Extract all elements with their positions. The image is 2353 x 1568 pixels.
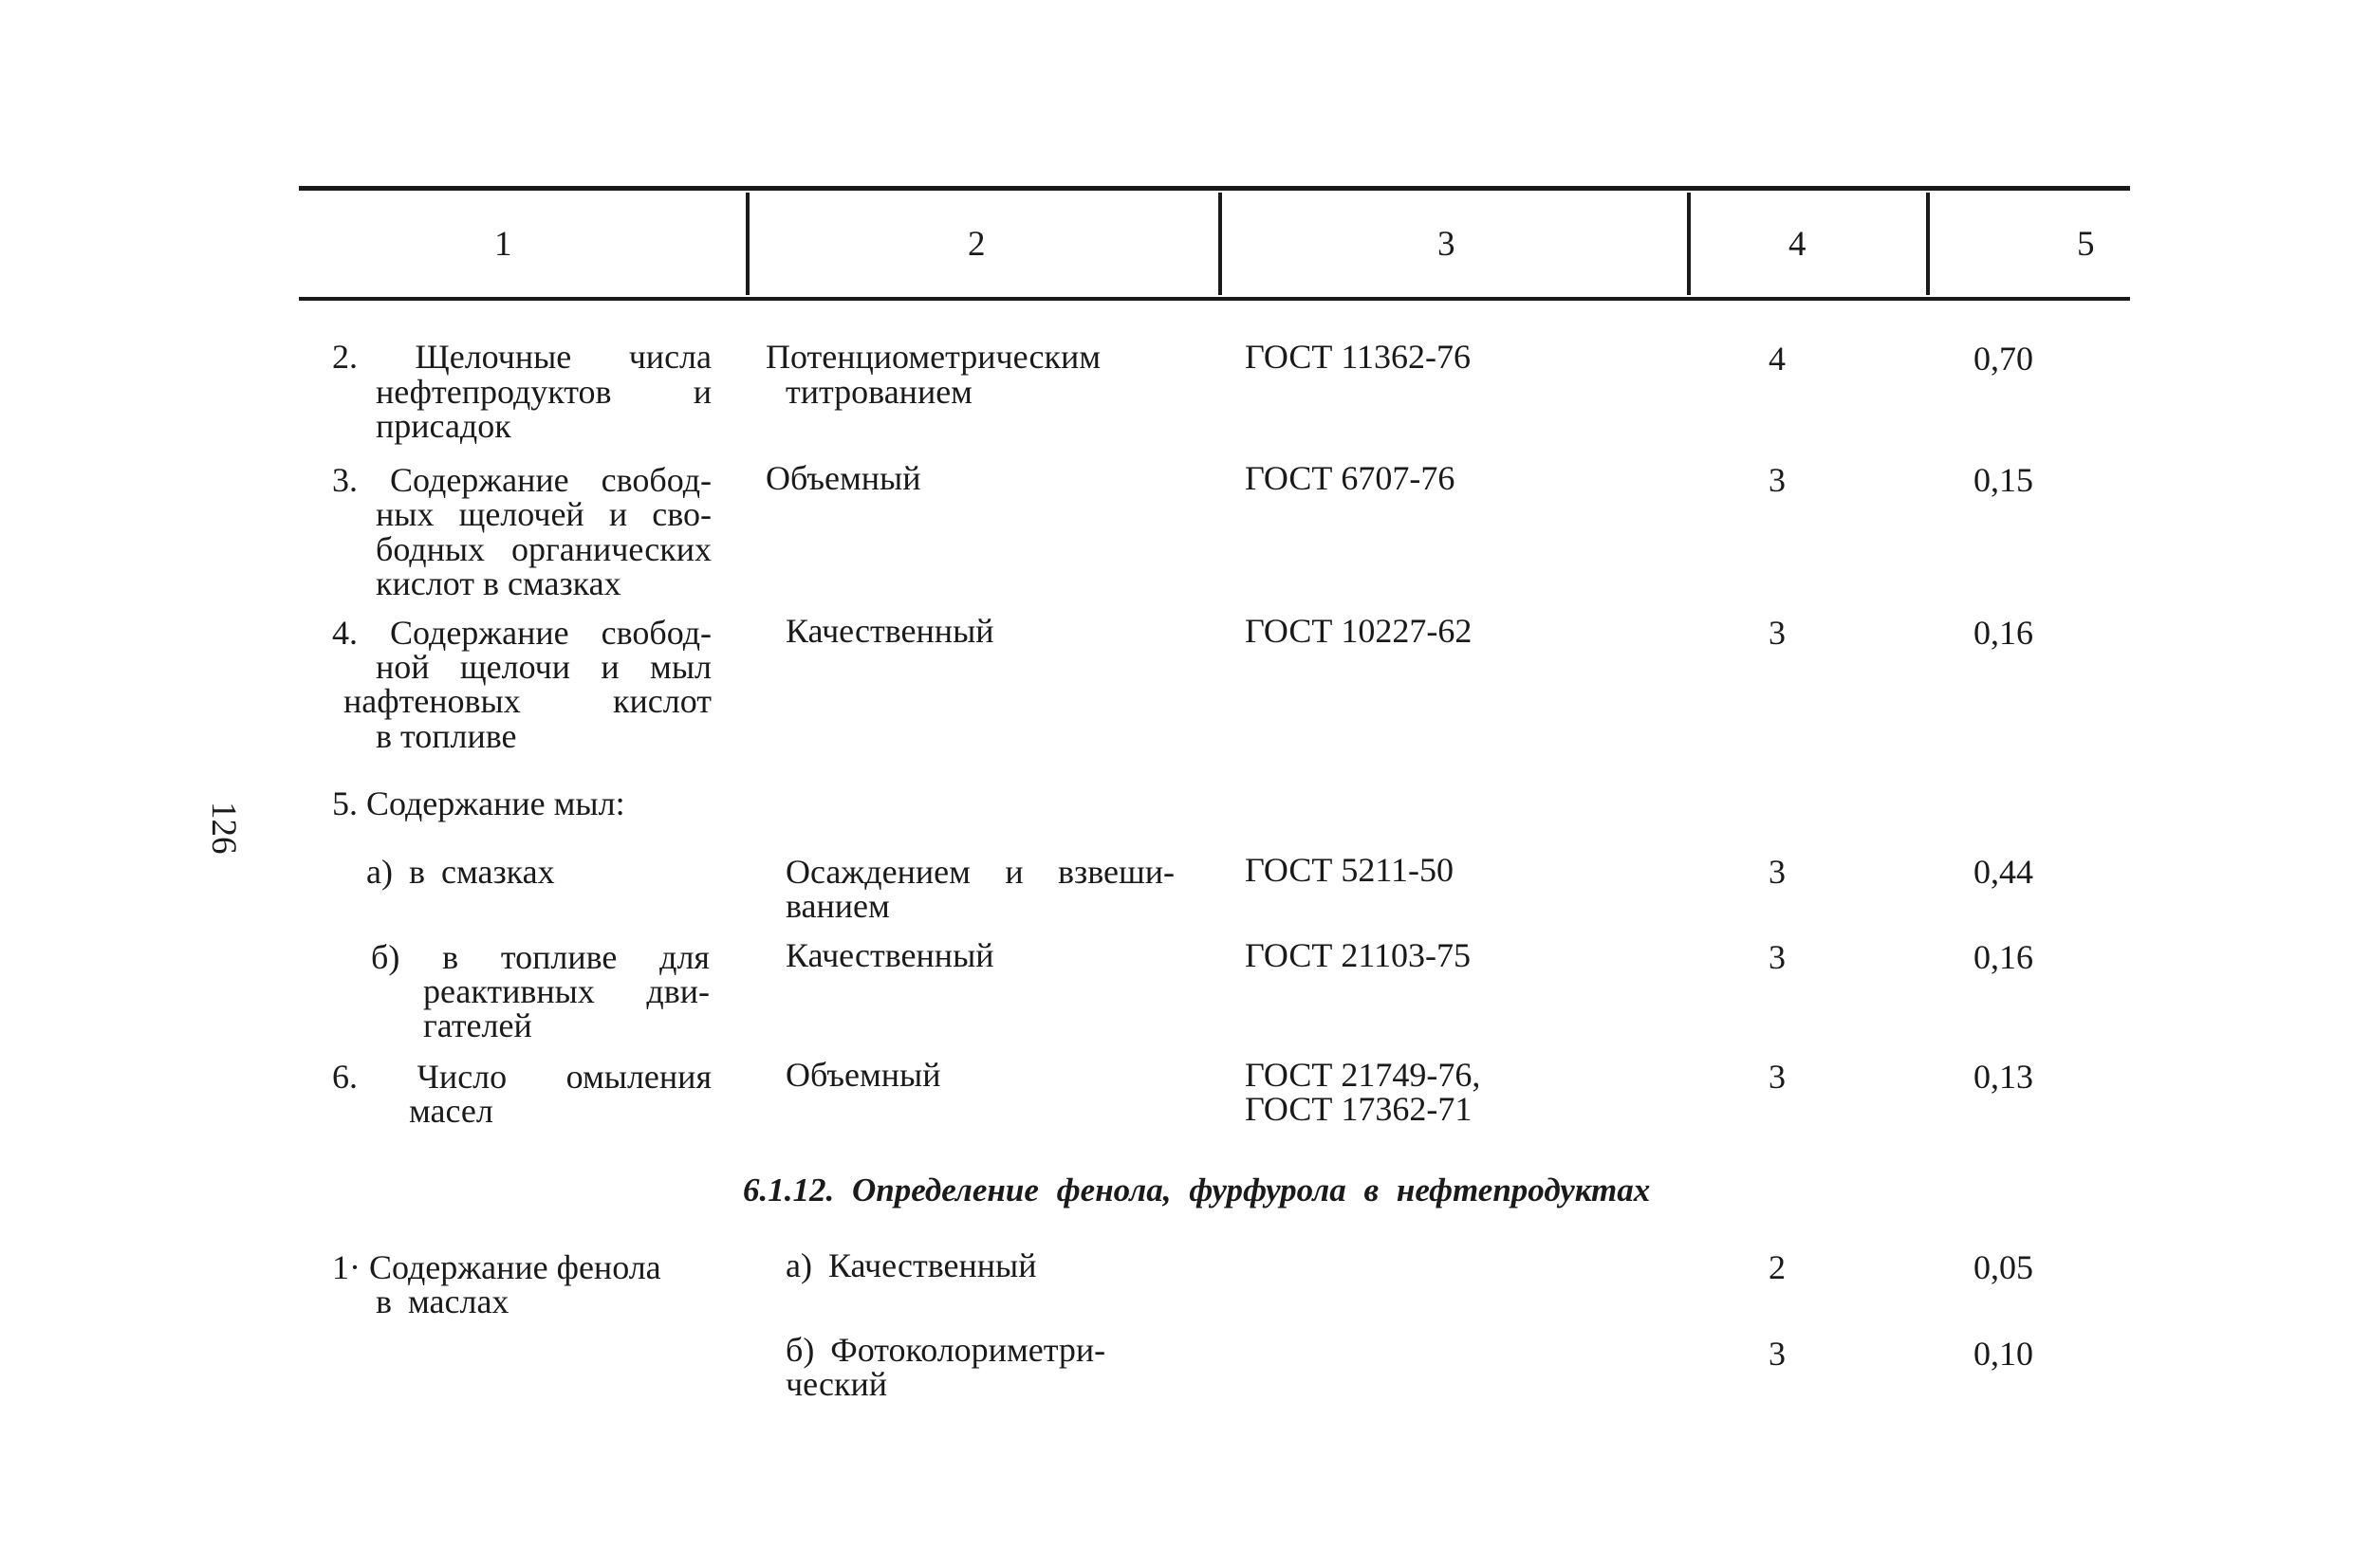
row-standard: ГОСТ 11362-76 bbox=[1245, 338, 1472, 376]
row-name-line: 1· Содержание фенола bbox=[332, 1248, 661, 1286]
row-method-line: Объемный bbox=[786, 1056, 941, 1094]
row-col5: 0,70 bbox=[1973, 340, 2033, 378]
row-method-line: ванием bbox=[786, 887, 890, 925]
row-name-line: ной щелочи и мыл bbox=[376, 648, 712, 686]
row-standard: ГОСТ 21749-76, bbox=[1245, 1056, 1481, 1094]
row-method-line: б) Фотоколориметри- bbox=[786, 1331, 1106, 1369]
row-col5: 0,16 bbox=[1973, 938, 2033, 976]
header-col-4: 4 bbox=[1788, 225, 1806, 264]
row-col4: 3 bbox=[1769, 853, 1786, 891]
row-method-line: Потенциометрическим bbox=[766, 338, 1102, 376]
header-col-5: 5 bbox=[2077, 225, 2095, 264]
row-col5: 0,05 bbox=[1973, 1248, 2033, 1286]
table-header-rule bbox=[299, 297, 2130, 301]
row-name-line: реактивных дви- bbox=[423, 972, 710, 1010]
row-col4: 3 bbox=[1769, 1058, 1786, 1096]
header-col-3: 3 bbox=[1437, 225, 1455, 264]
row-col5: 0,44 bbox=[1973, 853, 2033, 891]
row-standard: ГОСТ 6707-76 bbox=[1245, 459, 1455, 497]
row-name-line: 6. Число омыления bbox=[332, 1058, 712, 1096]
row-standard: ГОСТ 21103-75 bbox=[1245, 936, 1472, 974]
row-col4: 4 bbox=[1769, 340, 1786, 378]
column-divider bbox=[1218, 193, 1222, 295]
row-name-line: ных щелочей и сво- bbox=[376, 495, 712, 533]
row-name-line: 3. Содержание свобод- bbox=[332, 461, 712, 499]
row-col5: 0,10 bbox=[1973, 1335, 2033, 1373]
row-method-line: Объемный bbox=[766, 459, 921, 497]
row-method-line: титрованием bbox=[786, 373, 973, 411]
column-divider bbox=[746, 193, 750, 295]
row-name-line: масел bbox=[409, 1092, 493, 1130]
row-col4: 3 bbox=[1769, 1335, 1786, 1373]
section-title: 6.1.12. Определение фенола, фурфурола в нефтепродуктах bbox=[743, 1171, 1651, 1208]
row-name-line: кислот в смазках bbox=[376, 564, 621, 602]
table-top-rule bbox=[299, 186, 2130, 191]
row-col4: 3 bbox=[1769, 938, 1786, 976]
header-col-1: 1 bbox=[494, 225, 512, 264]
header-col-2: 2 bbox=[968, 225, 986, 264]
row-name-line: в топливе bbox=[376, 717, 517, 755]
row-name-line: а) в смазках bbox=[366, 853, 555, 891]
row-standard: ГОСТ 10227-62 bbox=[1245, 612, 1473, 650]
row-name-line: нафтеновых кислот bbox=[343, 682, 712, 720]
row-name-line: 5. Содержание мыл: bbox=[332, 784, 625, 822]
row-standard: ГОСТ 17362-71 bbox=[1245, 1090, 1473, 1128]
row-col5: 0,16 bbox=[1973, 614, 2033, 652]
row-name-line: 2. Щелочные числа bbox=[332, 338, 712, 376]
row-col4: 3 bbox=[1769, 461, 1786, 499]
column-divider bbox=[1926, 193, 1930, 295]
row-method-line: ческий bbox=[786, 1365, 887, 1403]
row-method-line: Качественный bbox=[786, 612, 994, 650]
column-divider bbox=[1687, 193, 1691, 295]
row-standard: ГОСТ 5211-50 bbox=[1245, 851, 1454, 889]
row-name-line: гателей bbox=[423, 1006, 532, 1044]
row-name-line: бодных органических bbox=[376, 530, 712, 568]
row-col5: 0,13 bbox=[1973, 1058, 2033, 1096]
row-method-line: а) Качественный bbox=[786, 1246, 1037, 1284]
row-name-line: присадок bbox=[376, 407, 511, 445]
row-name-line: в маслах bbox=[376, 1282, 510, 1320]
page-number: 126 bbox=[204, 802, 243, 855]
row-method-line: Качественный bbox=[786, 936, 994, 974]
row-name-line: б) в топливе для bbox=[371, 938, 710, 976]
row-name-line: нефтепродуктов и bbox=[376, 373, 712, 411]
row-method-line: Осаждением и взвеши- bbox=[786, 853, 1175, 891]
row-name-line: 4. Содержание свобод- bbox=[332, 614, 712, 652]
row-col4: 2 bbox=[1769, 1248, 1786, 1286]
row-col4: 3 bbox=[1769, 614, 1786, 652]
row-col5: 0,15 bbox=[1973, 461, 2033, 499]
